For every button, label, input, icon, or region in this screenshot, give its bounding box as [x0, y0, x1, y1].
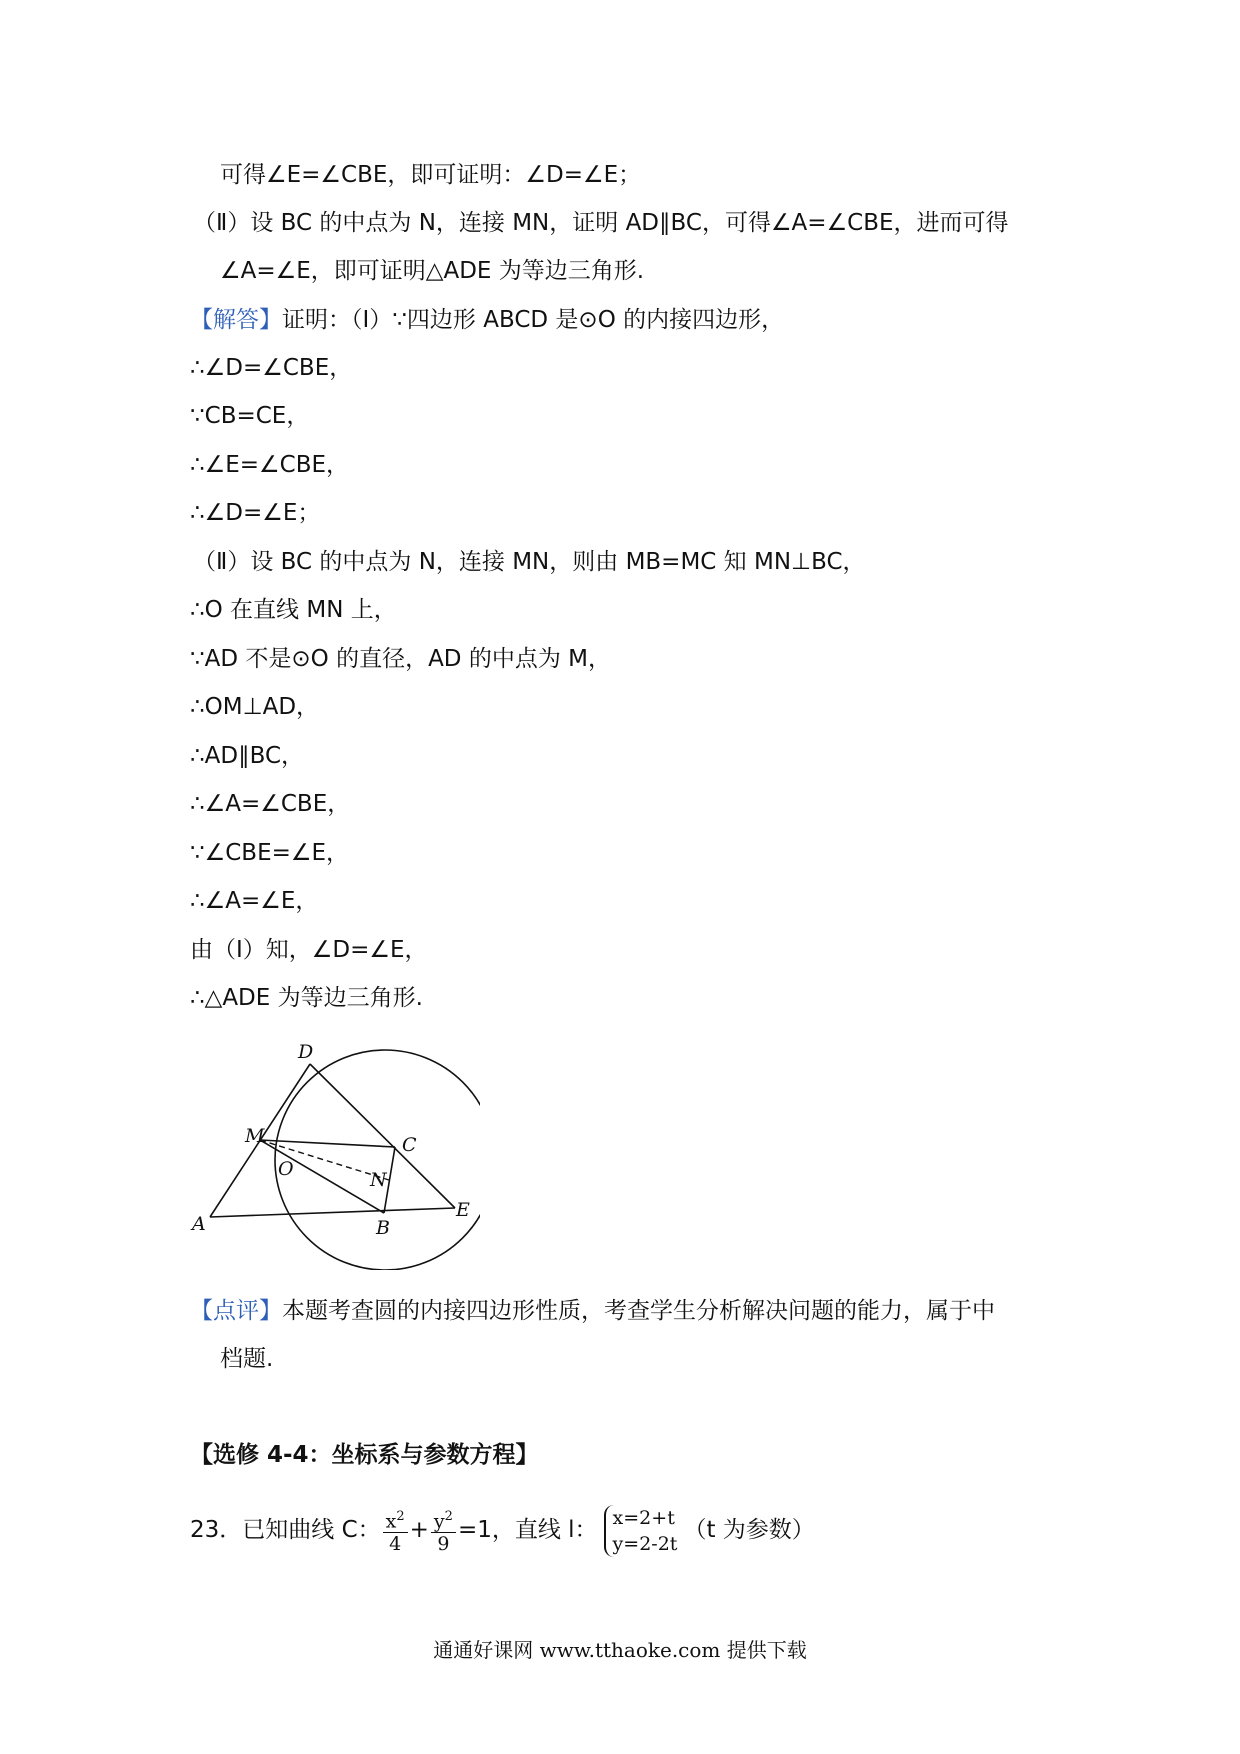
answer-tag: 【解答】 [190, 307, 282, 333]
text-line: （Ⅱ）设 BC 的中点为 N，连接 MN，则由 MB=MC 知 MN⊥BC， [193, 549, 866, 575]
text-line: ∵AD 不是⊙O 的直径，AD 的中点为 M， [190, 646, 611, 672]
text-line: ∠A=∠E，即可证明△ADE 为等边三角形. [220, 258, 645, 284]
page-footer: 通通好课网 www.tthaoke.com 提供下载 [433, 1638, 807, 1662]
text-line: 可得∠E=∠CBE，即可证明：∠D=∠E； [220, 162, 642, 188]
text-line: 证明：（Ⅰ）∵四边形 ABCD 是⊙O 的内接四边形， [282, 307, 785, 333]
text-line: ∴OM⊥AD， [190, 694, 320, 720]
section-title: 【选修 4-4：坐标系与参数方程】 [190, 1442, 539, 1468]
label-e: E [456, 1199, 470, 1221]
text-line: ∴△ADE 为等边三角形. [190, 985, 423, 1011]
text-line: 由（Ⅰ）知，∠D=∠E， [190, 937, 428, 963]
equation-tail: =1，直线 l： [457, 1517, 598, 1543]
plus-sign: + [409, 1517, 429, 1543]
fraction-x: $\frac{x^2}{4}$ [383, 1506, 408, 1555]
fraction-y: $\frac{y^2}{9}$ [431, 1506, 456, 1555]
text-line: ∵CB=CE， [190, 403, 310, 429]
text-line: 本题考查圆的内接四边形性质，考查学生分析解决问题的能力，属于中 [282, 1298, 995, 1324]
label-d: D [298, 1041, 314, 1063]
question-prefix: 23．已知曲线 C： [190, 1517, 381, 1543]
text-line: ∴∠A=∠E， [190, 888, 319, 914]
text-line: 档题. [220, 1346, 274, 1372]
label-c: C [402, 1134, 417, 1156]
label-n: N [370, 1169, 387, 1191]
text-line: ∴∠D=∠CBE， [190, 355, 353, 381]
geometry-figure [190, 1040, 480, 1270]
comment-line [190, 1296, 995, 1326]
text-line: ∴O 在直线 MN 上， [190, 597, 397, 623]
label-m: M [245, 1125, 265, 1147]
text-line: ∴AD∥BC， [190, 743, 305, 769]
label-b: B [376, 1217, 390, 1239]
text-line: ∵∠CBE=∠E， [190, 840, 350, 866]
answer-line [190, 305, 784, 335]
text-line: ∴∠A=∠CBE， [190, 791, 351, 817]
segment-ae [210, 1208, 455, 1217]
label-o: O [278, 1158, 294, 1180]
comment-tag: 【点评】 [190, 1298, 282, 1324]
text-line: ∴∠D=∠E； [190, 500, 321, 526]
text-line: ∴∠E=∠CBE， [190, 452, 350, 478]
label-a: A [192, 1213, 206, 1235]
question-23 [190, 1500, 815, 1560]
parameter-note: （t 为参数） [683, 1517, 815, 1543]
text-line: （Ⅱ）设 BC 的中点为 N，连接 MN，证明 AD∥BC，可得∠A=∠CBE，进而可得 [193, 210, 1009, 236]
parametric-system: x=2+t y=2-2t [604, 1505, 678, 1557]
